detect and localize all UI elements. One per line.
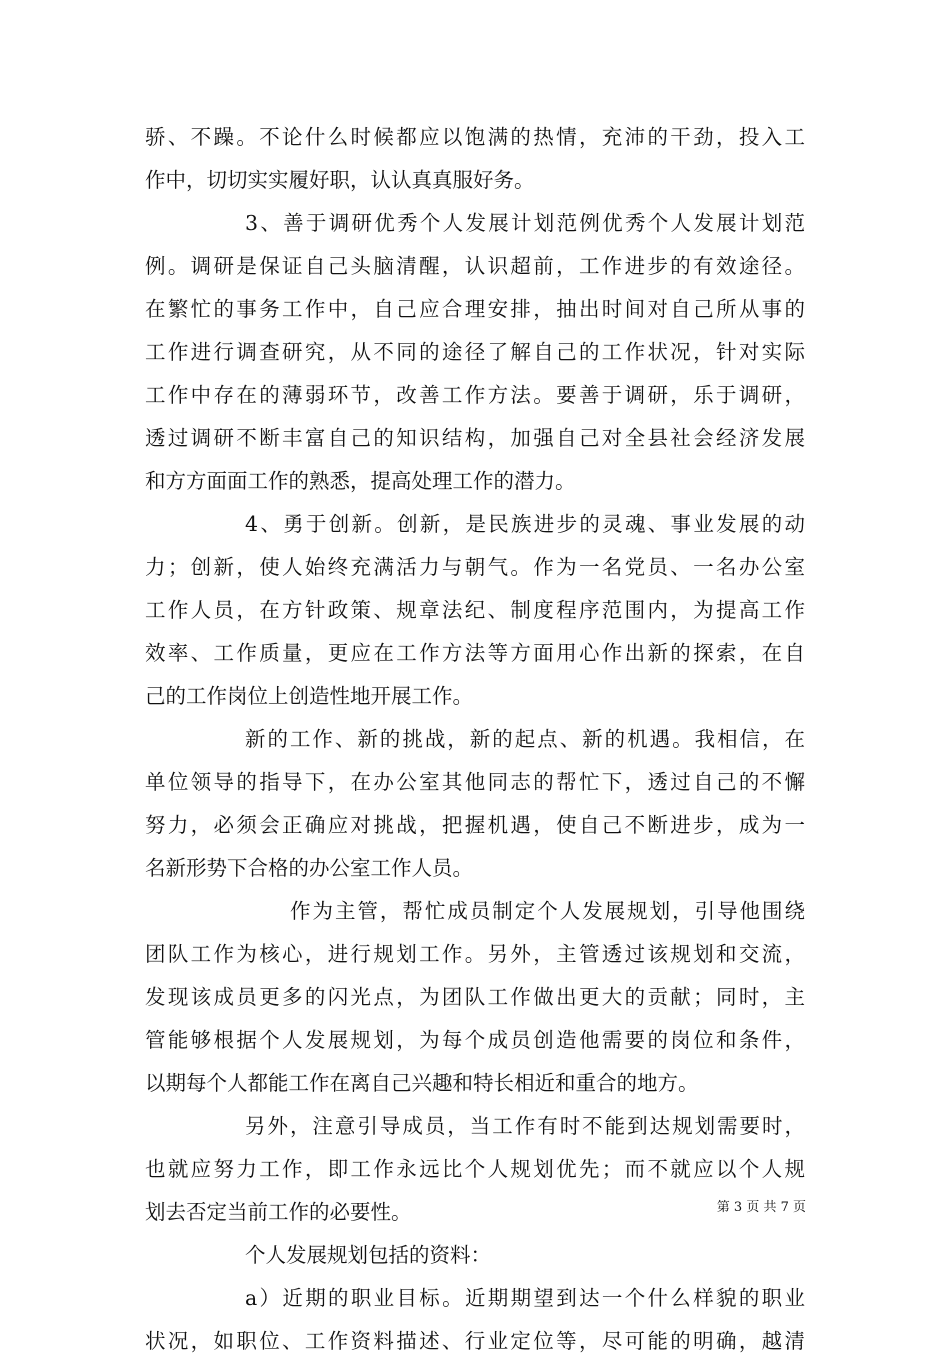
text-line: 团队工作为核心，进行规划工作。另外，主管透过该规划和交流， [145,942,805,966]
text-line: 力；创新，使人始终充满活力与朝气。作为一名党员、一名办公室 [145,555,805,579]
text-line: 作中，切切实实履好职，认认真真服好务。 [145,168,535,192]
text-line: 例。调研是保证自己头脑清醒，认识超前，工作进步的有效途径。 [145,254,805,278]
text-line: 透过调研不断丰富自己的知识结构，加强自己对全县社会经济发展 [145,426,805,450]
text-line: 状况，如职位、工作资料描述、行业定位等，尽可能的明确，越清 [145,1329,805,1353]
text-line: 努力，必须会正确应对挑战，把握机遇，使自己不断进步，成为一 [145,813,805,837]
text-line: 工作进行调查研究，从不同的途径了解自己的工作状况，针对实际 [145,340,805,364]
text-line: 工作中存在的薄弱环节，改善工作方法。要善于调研，乐于调研， [145,383,805,407]
text-line: 单位领导的指导下，在办公室其他同志的帮忙下，透过自己的不懈 [145,770,805,794]
text-line: 发现该成员更多的闪光点，为团队工作做出更大的贡献；同时，主 [145,985,805,1009]
text-line: 划去否定当前工作的必要性。 [145,1200,412,1224]
text-line: 骄、不躁。不论什么时候都应以饱满的热情，充沛的干劲，投入工 [145,125,805,149]
text-line: 新的工作、新的挑战，新的起点、新的机遇。我相信，在 [245,727,805,751]
text-line: 管能够根据个人发展规划，为每个成员创造他需要的岗位和条件， [145,1028,805,1052]
text-line: 名新形势下合格的办公室工作人员。 [145,856,473,880]
text-line: 以期每个人都能工作在离自己兴趣和特长相近和重合的地方。 [145,1071,699,1095]
text-line: 在繁忙的事务工作中，自己应合理安排，抽出时间对自己所从事的 [145,297,805,321]
text-line: a）近期的职业目标。近期期望到达一个什么样貌的职业 [245,1286,805,1310]
text-line: 己的工作岗位上创造性地开展工作。 [145,684,473,708]
text-line: 工作人员，在方针政策、规章法纪、制度程序范围内，为提高工作 [145,598,805,622]
text-line: 效率、工作质量，更应在工作方法等方面用心作出新的探索，在自 [145,641,805,665]
text-line: 4、勇于创新。创新，是民族进步的灵魂、事业发展的动 [245,512,805,536]
text-line: 也就应努力工作，即工作永远比个人规划优先；而不就应以个人规 [145,1157,805,1181]
text-line: 个人发展规划包括的资料： [245,1243,491,1267]
text-line: 另外，注意引导成员，当工作有时不能到达规划需要时， [245,1114,805,1138]
text-line: 3、善于调研优秀个人发展计划范例优秀个人发展计划范 [245,211,805,235]
page-number-footer: 第 3 页 共 7 页 [716,1200,806,1215]
document-body [145,116,805,1363]
text-line: 和方方面面工作的熟悉，提高处理工作的潜力。 [145,469,576,493]
text-line: 作为主管，帮忙成员制定个人发展规划，引导他围绕 [290,899,805,923]
